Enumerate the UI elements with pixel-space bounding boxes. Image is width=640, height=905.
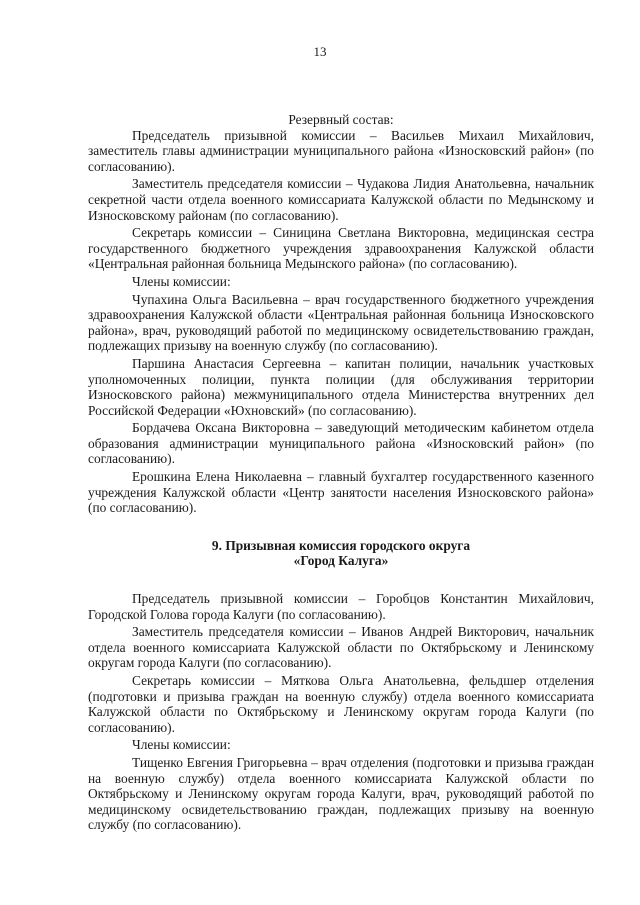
section-9-title-line1: 9. Призывная комиссия городского округа [211,537,471,553]
section-9-deputy: Заместитель председателя комиссии – Иванов Андрей Викторович, начальник отдела военного комиссариата Калужской области по Октябрьскому и Ленинскому округам города Калуги (по согласованию). [88,624,594,671]
document-body [88,112,594,835]
reserve-member: Ерошкина Елена Николаевна – главный бухгалтер государственного казенного учреждения Калужской области «Центр занятости населения Износковского района» (по согласованию). [88,469,594,516]
reserve-member: Бордачева Оксана Викторовна – заведующий методическим кабинетом отдела образования администрации муниципального района «Износковский район» (по согласованию). [88,420,594,467]
reserve-secretary: Секретарь комиссии – Синицина Светлана Викторовна, медицинская сестра государственного бюджетного учреждения здравоохранения Калужской области «Центральная районная больница Медынского района» (по согласованию). [88,225,594,272]
reserve-deputy: Заместитель председателя комиссии – Чудакова Лидия Анатольевна, начальник секретной части отдела военного комиссариата Калужской области по Медынскому и Износковскому районам (по согласованию). [88,176,594,223]
section-9-members-label: Члены комиссии: [132,737,231,753]
section-9-title [88,538,594,569]
reserve-chairman: Председатель призывной комиссии – Васильев Михаил Михайлович, заместитель главы администрации муниципального района «Износковский район» (по согласованию). [88,127,594,174]
section-9-title-line2: «Город Калуга» [293,553,389,569]
section-9-chairman: Председатель призывной комиссии – Горобцов Константин Михайлович, Городской Голова города Калуги (по согласованию). [88,591,594,622]
reserve-members-label: Члены комиссии: [132,273,231,289]
reserve-title: Резервный состав: [288,112,394,127]
section-9-secretary: Секретарь комиссии – Мяткова Ольга Анатольевна, фельдшер отделения (подготовки и призыва граждан на военную службу) отдела военного комиссариата Калужской области по Октябрьскому и Ленинскому округам города Калуги (по согласованию). [88,673,594,735]
reserve-member: Чупахина Ольга Васильевна – врач государственного бюджетного учреждения здравоохранения Калужской области «Центральная районная больница Износковского района», врач, руководящий работой по медицинскому освидетельствованию граждан, подлежащих призыву на военную службу (по согласованию). [88,291,594,354]
page-number: 13 [313,44,327,59]
section-9-member: Тищенко Евгения Григорьевна – врач отделения (подготовки и призыва граждан на военную службу) отдела военного комиссариата Калужской области по Октябрьскому и Ленинскому округам города Калуги, врач, руководящий работой по медицинскому освидетельствованию граждан, подлежащих призыву на военную службу (по согласованию). [88,754,594,833]
reserve-member: Паршина Анастасия Сергеевна – капитан полиции, начальник участковых уполномоченных полиции, пункта полиции (для обслуживания территории Износковского района) межмуниципального отдела Министерства внутренних дел Российской Федерации «Юхновский» (по согласованию). [88,355,594,418]
